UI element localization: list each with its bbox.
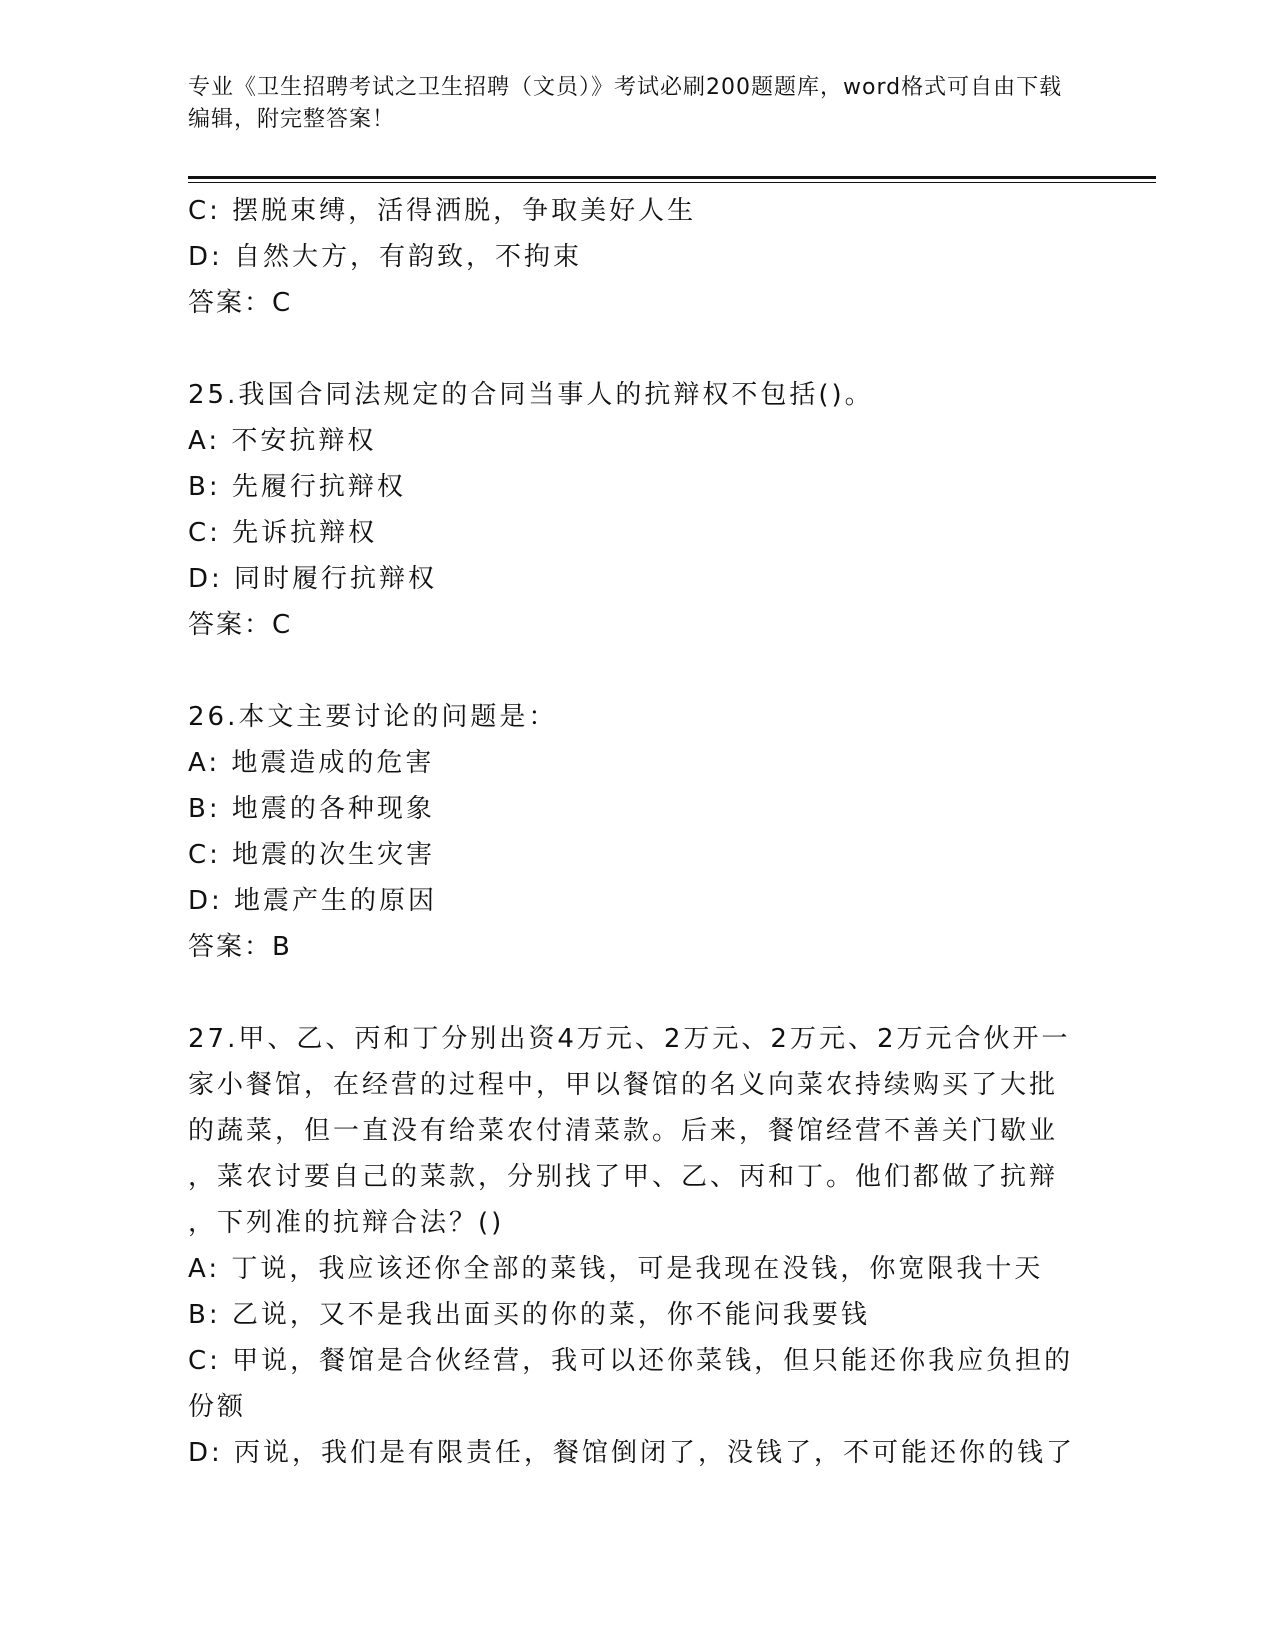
question-text: 26.本文主要讨论的问题是： [188, 702, 558, 732]
question-text-line: 的蔬菜，但一直没有给菜农付清菜款。后来，餐馆经营不善关门歇业 [188, 1116, 1059, 1146]
question-block-24 [188, 188, 1088, 326]
option-c: C: 先诉抗辩权 [188, 518, 378, 548]
option-a: A: 不安抗辩权 [188, 426, 377, 456]
question-text-line: ，菜农讨要自己的菜款，分别找了甲、乙、丙和丁。他们都做了抗辩 [188, 1162, 1059, 1192]
header-title: 专业《卫生招聘考试之卫生招聘（文员）》考试必刷200题题库，word格式可自由下载编辑，附完整答案！ [188, 75, 1063, 132]
answer-line: 答案：C [188, 610, 293, 640]
header-divider-thin [188, 182, 1156, 183]
option-a: A: 丁说，我应该还你全部的菜钱，可是我现在没钱，你宽限我十天 [188, 1254, 1044, 1284]
option-b: B: 乙说，又不是我出面买的你的菜，你不能问我要钱 [188, 1300, 870, 1330]
question-list [188, 188, 1088, 1476]
question-block-27 [188, 1016, 1088, 1476]
question-block-25 [188, 372, 1088, 648]
question-text: 25.我国合同法规定的合同当事人的抗辩权不包括()。 [188, 380, 874, 410]
spacer [188, 970, 1088, 1016]
option-a: A: 地震造成的危害 [188, 748, 435, 778]
question-text-line: 家小餐馆，在经营的过程中，甲以餐馆的名义向菜农持续购买了大批 [188, 1070, 1059, 1100]
header-divider-thick [188, 176, 1156, 179]
question-text-line: ，下列准的抗辩合法？() [188, 1208, 505, 1238]
option-c-line: C: 甲说，餐馆是合伙经营，我可以还你菜钱，但只能还你我应负担的 [188, 1346, 1074, 1376]
option-b: B: 先履行抗辩权 [188, 472, 406, 502]
option-b: B: 地震的各种现象 [188, 794, 435, 824]
document-header [188, 72, 1068, 136]
question-block-26 [188, 694, 1088, 970]
option-d: D: 地震产生的原因 [188, 886, 438, 916]
answer-line: 答案：C [188, 288, 293, 318]
spacer [188, 648, 1088, 694]
option-c: C: 地震的次生灾害 [188, 840, 436, 870]
option-d: D: 同时履行抗辩权 [188, 564, 438, 594]
spacer [188, 326, 1088, 372]
option-d: D: 自然大方，有韵致，不拘束 [188, 242, 583, 272]
option-c-line: 份额 [188, 1392, 247, 1422]
option-d: D: 丙说，我们是有限责任，餐馆倒闭了，没钱了，不可能还你的钱了 [188, 1438, 1076, 1468]
answer-line: 答案：B [188, 932, 292, 962]
question-text-line: 27.甲、乙、丙和丁分别出资4万元、2万元、2万元、2万元合伙开一 [188, 1024, 1071, 1054]
option-c: C: 摆脱束缚，活得洒脱，争取美好人生 [188, 196, 697, 226]
